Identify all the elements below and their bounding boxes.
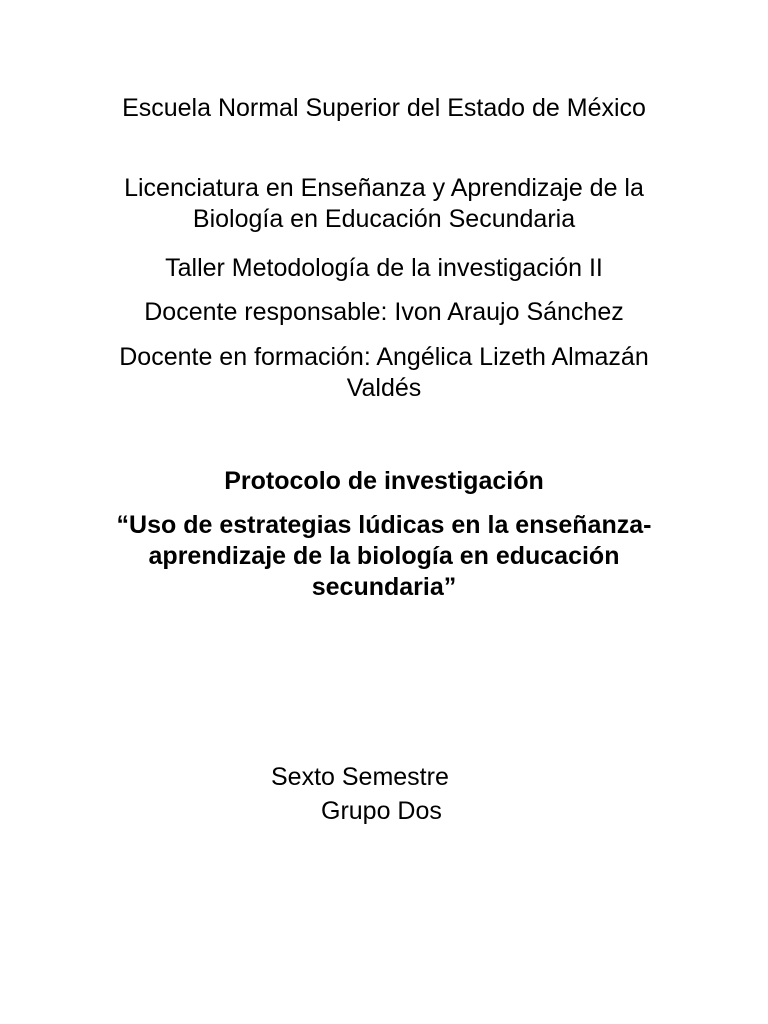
workshop-name: Taller Metodología de la investigación II (165, 254, 603, 282)
semester-label: Sexto Semestre (271, 763, 449, 791)
project-title: “Uso de estrategias lúdicas en la enseñanza-aprendizaje de la biología en educación secundaria” (116, 511, 652, 601)
trainee-teacher: Docente en formación: Angélica Lizeth Almazán Valdés (119, 343, 649, 402)
degree-name: Licenciatura en Enseñanza y Aprendizaje de la Biología en Educación Secundaria (124, 174, 644, 233)
school-name: Escuela Normal Superior del Estado de México (122, 94, 646, 122)
group-label: Grupo Dos (321, 797, 442, 825)
responsible-teacher: Docente responsable: Ivon Araujo Sánchez (144, 298, 624, 326)
protocol-label: Protocolo de investigación (224, 467, 544, 495)
